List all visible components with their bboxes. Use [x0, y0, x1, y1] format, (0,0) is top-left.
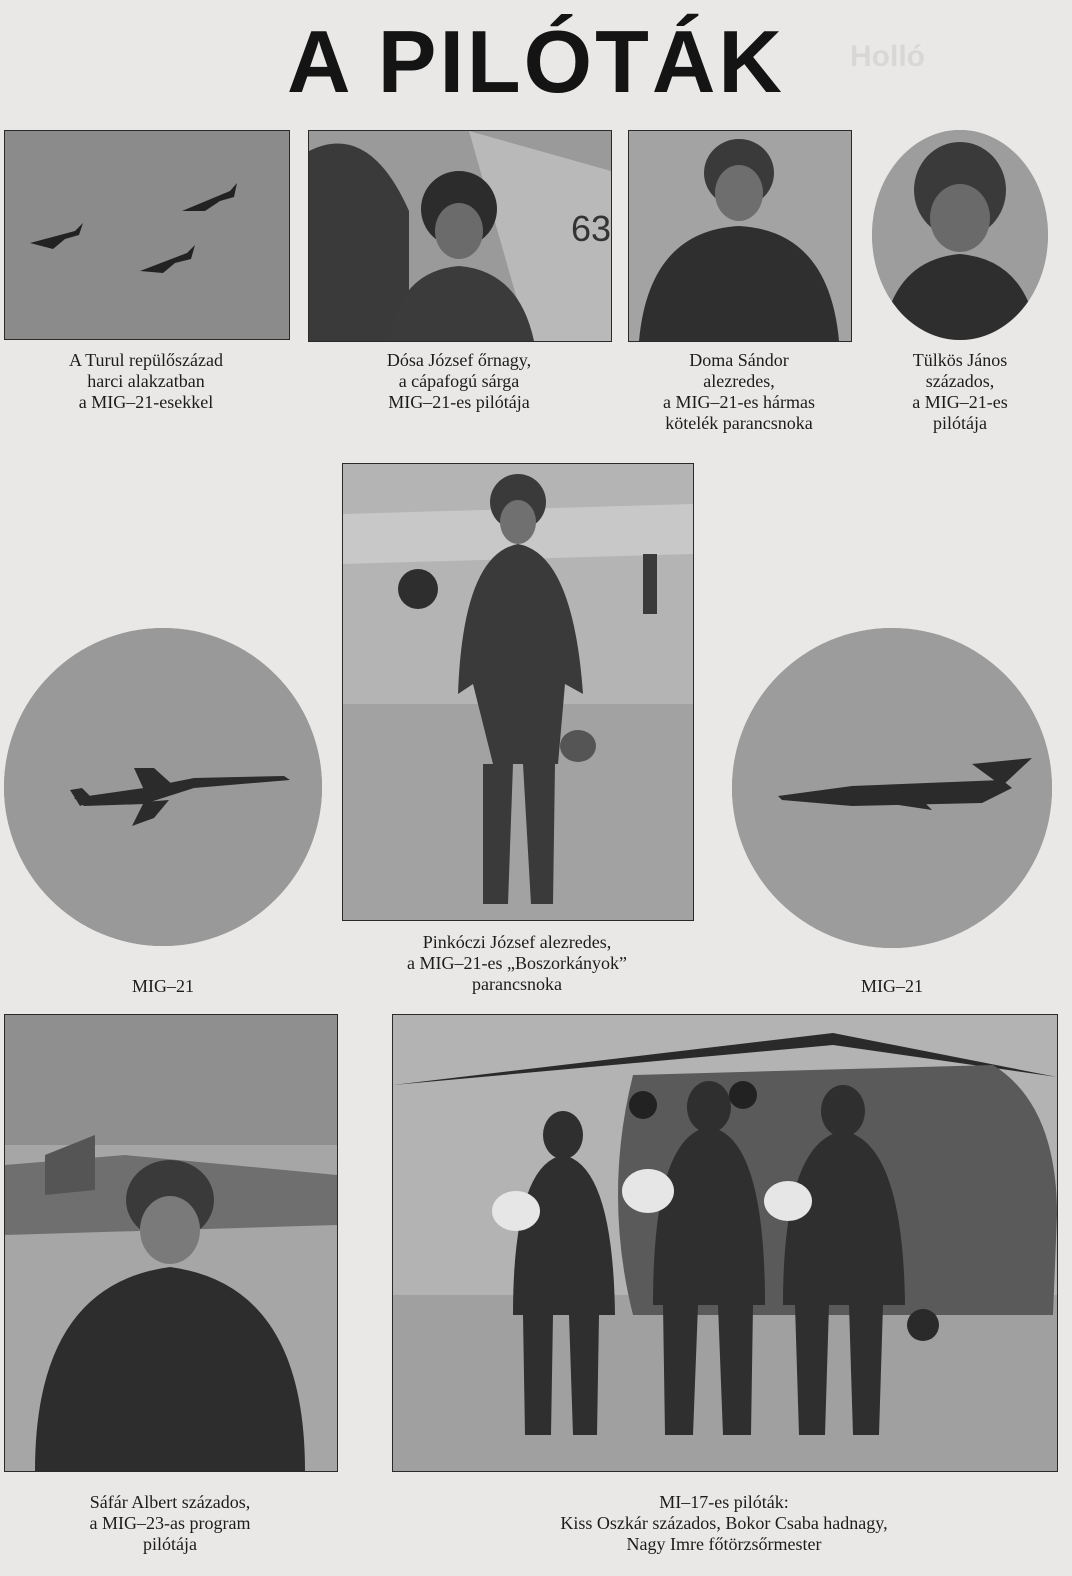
photo-mi17: [392, 1014, 1058, 1472]
photo-dosa: [308, 130, 612, 342]
caption-mig-right: MIG–21: [861, 976, 923, 996]
pilot-tulkos-image: [872, 130, 1048, 340]
photo-mig-left: [4, 628, 322, 946]
caption-formation: A Turul repülőszázad harci alakzatban a MIG–21-esekkel: [69, 350, 223, 412]
photo-safar: [4, 1014, 338, 1472]
jet-formation-image: [5, 131, 289, 339]
pilot-safar-image: [5, 1015, 337, 1471]
photo-mig-right: [732, 628, 1052, 948]
caption-mi17: MI–17-es pilóták: Kiss Oszkár százados, Bokor Csaba hadnagy, Nagy Imre főtörzsőrmester: [560, 1492, 888, 1554]
photo-pinkoczi: [342, 463, 694, 921]
page-title: A PILÓTÁK: [287, 12, 785, 111]
caption-pinkoczi: Pinkóczi József alezredes, a MIG–21-es „Boszorkányok” parancsnoka: [407, 932, 627, 994]
bleed-through-text: Holló: [850, 40, 925, 73]
mi17-pilots-image: [393, 1015, 1057, 1471]
caption-dosa: Dósa József őrnagy, a cápafogú sárga MIG–21-es pilótája: [386, 350, 532, 412]
pilot-doma-image: [629, 131, 851, 341]
photo-tulkos: [872, 130, 1048, 340]
mig21-left-image: [4, 628, 322, 946]
photo-doma: [628, 130, 852, 342]
mig21-right-image: [732, 628, 1052, 948]
svg-text:63: 63: [571, 208, 611, 249]
pilot-pinkoczi-image: [343, 464, 693, 920]
caption-mig-left: MIG–21: [132, 976, 194, 996]
photo-formation: [4, 130, 290, 340]
pilot-dosa-image: [309, 131, 611, 341]
caption-safar: Sáfár Albert százados, a MIG–23-as program pilótája: [89, 1492, 251, 1554]
caption-doma: Doma Sándor alezredes, a MIG–21-es hármas kötelék parancsnoka: [663, 350, 815, 433]
caption-tulkos: Tülkös János százados, a MIG–21-es pilótája: [912, 350, 1008, 433]
